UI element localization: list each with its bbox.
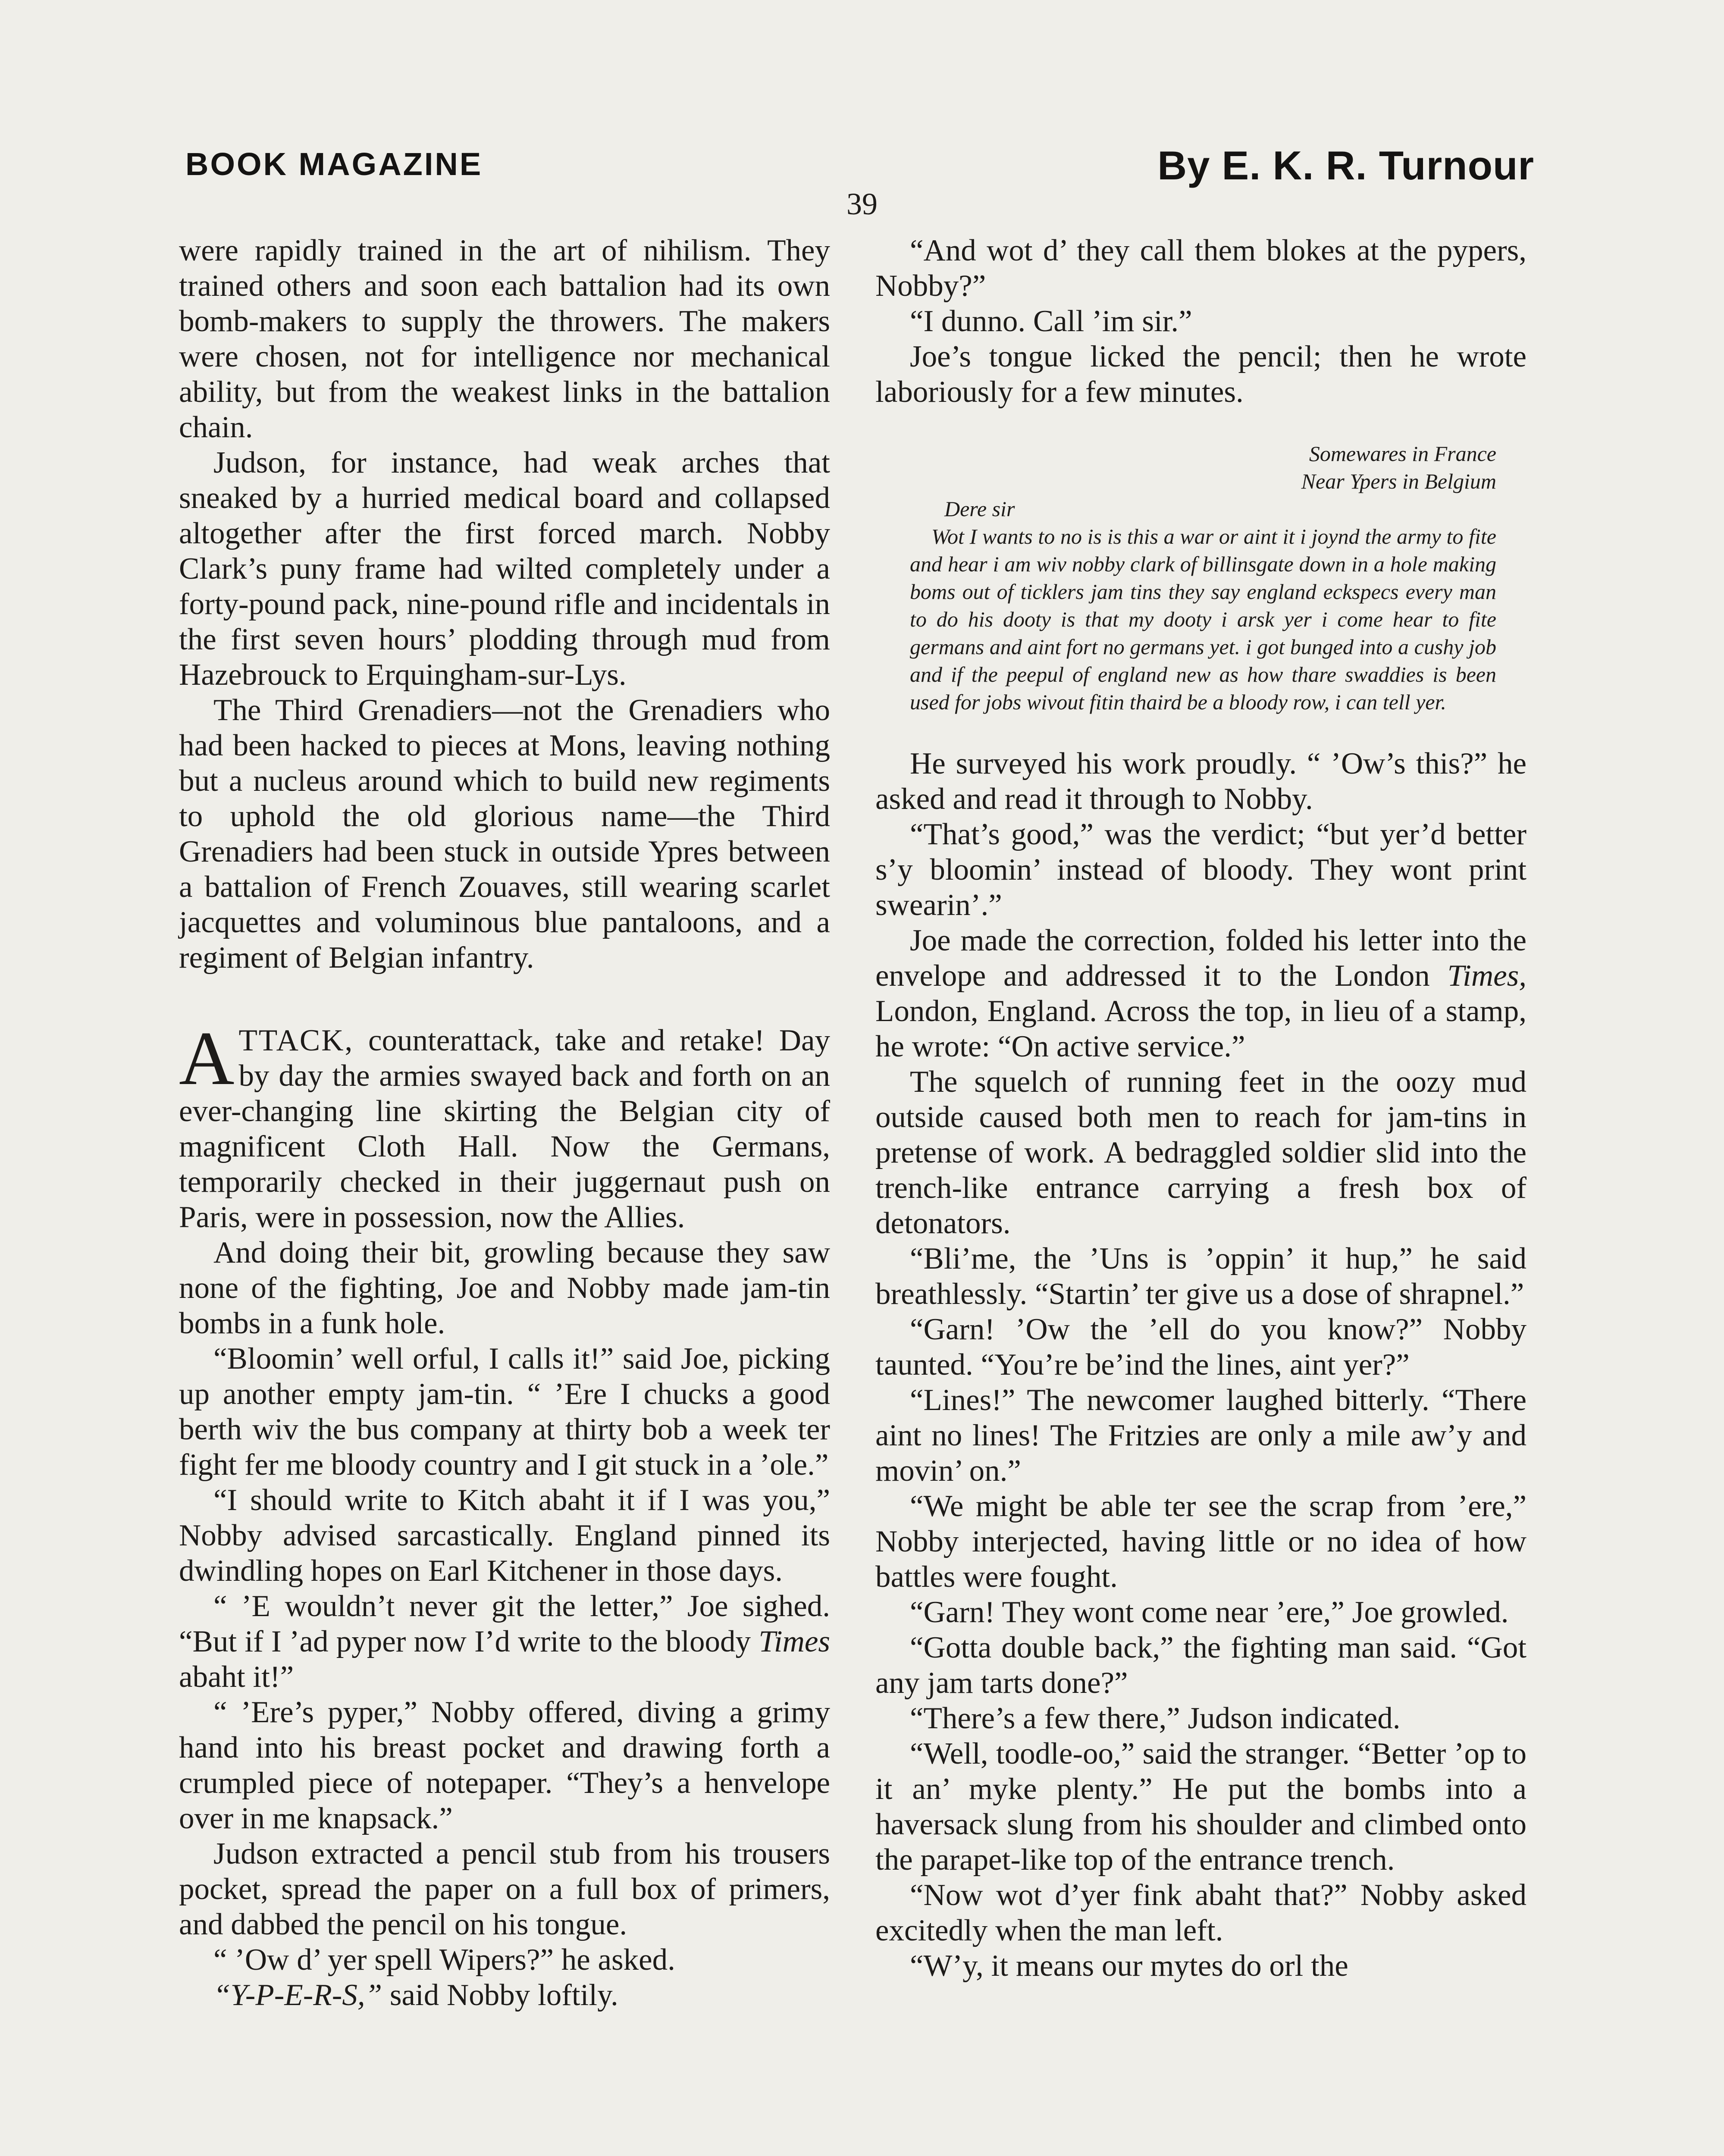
page-number: 39 xyxy=(846,187,878,221)
paragraph: “There’s a few there,” Judson indicated. xyxy=(910,1702,1401,1735)
paragraph: “Bloomin’ well orful, I calls it!” said Joe, picking up another empty jam-tin. “ ’Ere I chucks a good berth wiv the bus company at thirty bob a week ter fight fer me bloody country and I git stuck in a ’ole.” xyxy=(179,1342,830,1482)
paragraph-text: Joe made the correction, folded his letter into the envelope and addressed it to the London xyxy=(875,924,1527,993)
paragraph: “Well, toodle-oo,” said the stranger. “Better ’op to it an’ myke plenty.” He put the bombs into a haversack slung from his shoulder and climbed onto the parapet-like top of the entrance trench. xyxy=(875,1737,1527,1877)
paragraph xyxy=(179,1589,830,1695)
paragraph: The squelch of running feet in the oozy mud outside caused both men to reach for jam-tins in pretense of work. A bedraggled soldier slid into the trench-like entrance carrying a fresh box of detonators. xyxy=(875,1065,1527,1240)
paragraph: “Garn! ’Ow the ’ell do you know?” Nobby taunted. “You’re be’ind the lines, aint yer?” xyxy=(875,1313,1527,1382)
paragraph: And doing their bit, growling because they saw none of the fighting, Joe and Nobby made jam-tin bombs in a funk hole. xyxy=(179,1236,830,1340)
italic-text: Times xyxy=(759,1625,830,1658)
paragraph: “We might be able ter see the scrap from ’ere,” Nobby interjected, having little or no idea of how battles were fought. xyxy=(875,1489,1527,1594)
italic-text: Times, xyxy=(1447,959,1527,993)
paragraph xyxy=(875,923,1527,1064)
paragraph: “Now wot d’yer fink abaht that?” Nobby asked excitedly when the man left. xyxy=(875,1878,1527,1947)
paragraph: “That’s good,” was the verdict; “but yer’d better s’y bloomin’ instead of bloody. They wont print swearin’.” xyxy=(875,818,1527,922)
magazine-name: BOOK MAGAZINE xyxy=(185,146,483,182)
letter-salutation: Dere sir xyxy=(944,497,1015,521)
paragraph-text: abaht it!” xyxy=(179,1660,294,1694)
letter-address: Near Ypers in Belgium xyxy=(1301,469,1496,493)
paragraph-text: “ ’E wouldn’t never git the letter,” Joe sighed. “But if I ’ad pyper now I’d write to the bloody xyxy=(179,1589,830,1658)
author-byline: By E. K. R. Turnour xyxy=(1157,143,1534,188)
paragraph: “I should write to Kitch abaht it if I was you,” Nobby advised sarcastically. England pinned its dwindling hopes on Earl Kitchener in those days. xyxy=(179,1483,830,1588)
paragraph: “Gotta double back,” the fighting man said. “Got any jam tarts done?” xyxy=(875,1631,1527,1700)
section-opening-paragraph xyxy=(179,1015,830,1235)
letter-body: Wot I wants to no is is this a war or aint it i joynd the army to fite and hear i am wiv nobby clark of billinsgate down in a hole making boms out of ticklers jam tins they say england eckspecs every man to do his dooty is that my dooty i arsk yer i come hear to fite germans and aint fort no germans yet. i got bunged into a cushy job and if the peepul of england new as how thare swaddies is been used for jobs wivout fitin thaird be a bloody row, i can tell yer. xyxy=(910,524,1496,714)
handwritten-letter xyxy=(910,440,1496,716)
paragraph-text: London, England. Across the top, in lieu of a stamp, he wrote: “On active service.” xyxy=(875,994,1527,1063)
italic-text: “Y-P-E-R-S,” xyxy=(213,1978,382,2012)
right-text-column xyxy=(875,233,1527,1984)
paragraph: “ ’Ere’s pyper,” Nobby offered, diving a grimy hand into his breast pocket and drawing forth a crumpled piece of notepaper. “They’s a henvelope over in me knapsack.” xyxy=(179,1695,830,1835)
drop-cap: A xyxy=(179,1015,235,1101)
paragraph: “I dunno. Call ’im sir.” xyxy=(910,304,1192,338)
left-text-column xyxy=(179,233,830,2013)
paragraph: were rapidly trained in the art of nihilism. They trained others and soon each battalion had its own bomb-makers to supply the throwers. The makers were chosen, not for intelligence nor mechanical ability, but from the weakest links in the battalion chain. xyxy=(179,234,830,444)
paragraph: Joe’s tongue licked the pencil; then he wrote laboriously for a few minutes. xyxy=(875,340,1527,409)
paragraph: “Lines!” The newcomer laughed bitterly. “There aint no lines! The Fritzies are only a mile aw’y and movin’ on.” xyxy=(875,1383,1527,1488)
paragraph: “Bli’me, the ’Uns is ’oppin’ it hup,” he said breathlessly. “Startin’ ter give us a dose of shrapnel.” xyxy=(875,1242,1527,1311)
paragraph-text: counterattack, take and retake! Day by day the armies swayed back and forth on an ever-changing line skirting the Belgian city of magnificent Cloth Hall. Now the Germans, temporarily checked in their juggernaut push on Paris, were in possession, now the Allies. xyxy=(179,1024,830,1234)
paragraph: Judson, for instance, had weak arches that sneaked by a hurried medical board and collapsed altogether after the first forced march. Nobby Clark’s puny frame had wilted completely under a forty-pound pack, nine-pound rifle and incidentals in the first seven hours’ plodding through mud from Hazebrouck to Erquingham-sur-Lys. xyxy=(179,446,830,692)
paragraph: “Garn! They wont come near ’ere,” Joe growled. xyxy=(910,1595,1509,1629)
paragraph xyxy=(179,1977,830,2013)
paragraph: Judson extracted a pencil stub from his trousers pocket, spread the paper on a full box of primers, and dabbed the pencil on his tongue. xyxy=(179,1837,830,1941)
paragraph: He surveyed his work proudly. “ ’Ow’s this?” he asked and read it through to Nobby. xyxy=(875,747,1527,816)
paragraph: “W’y, it means our mytes do orl the xyxy=(910,1949,1348,1983)
letter-address: Somewares in France xyxy=(1309,442,1496,466)
paragraph: “And wot d’ they call them blokes at the pypers, Nobby?” xyxy=(875,234,1527,303)
small-caps-lead: TTACK, xyxy=(238,1024,354,1057)
paragraph: “ ’Ow d’ yer spell Wipers?” he asked. xyxy=(213,1943,675,1977)
paragraph-text: said Nobby loftily. xyxy=(382,1978,618,2012)
paragraph: The Third Grenadiers—not the Grenadiers who had been hacked to pieces at Mons, leaving nothing but a nucleus around which to build new regiments to uphold the old glorious name—the Third Grenadiers had been stuck in outside Ypres between a battalion of French Zouaves, still wearing scarlet jacquettes and voluminous blue pantaloons, and a regiment of Belgian infantry. xyxy=(179,693,830,975)
